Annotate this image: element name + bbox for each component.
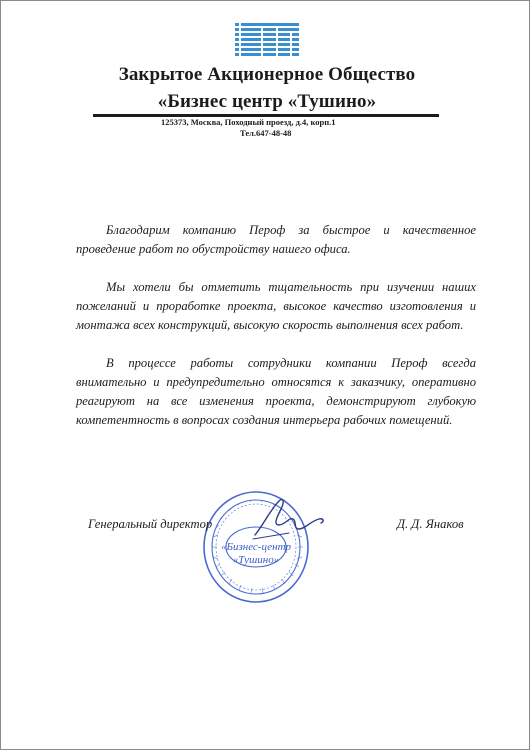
company-phone: Тел.647-48-48 (240, 128, 292, 138)
letter-paragraph: В процессе работы сотрудники компании Пероф всегда внимательно и предупредительно относятся к заказчику, оперативно реагируют на все изменения проекта, демонстрируют глубокую компетентность в вопросах создания интерьера рабочих помещений. (76, 356, 476, 427)
stamp-text-line: «Бизнес-центр (220, 541, 292, 553)
handwritten-signature-icon (249, 495, 331, 543)
bct-logo-icon (235, 23, 299, 59)
letter-paragraph: Благодарим компанию Пероф за быстрое и качественное проведение работ по обустройству нашего офиса. (76, 223, 476, 256)
stamp-text-line: «Тушино» (232, 554, 280, 566)
letter-paragraph: Мы хотели бы отметить тщательность при изучении наших пожеланий и проработке проекта, высокое качество изготовления и монтажа всех конструкций, высокую скорость выполнения всех работ. (76, 280, 476, 332)
letter-body (76, 221, 476, 449)
company-name: «Бизнес центр «Тушино» (157, 91, 377, 112)
company-address: 125373, Москва, Походный проезд, д.4, корп.1 (161, 117, 336, 127)
company-legal-form: Закрытое Акционерное Общество (118, 64, 416, 85)
signer-name: Д. Д. Янаков (397, 517, 464, 531)
signer-title: Генеральный директор (88, 517, 213, 531)
